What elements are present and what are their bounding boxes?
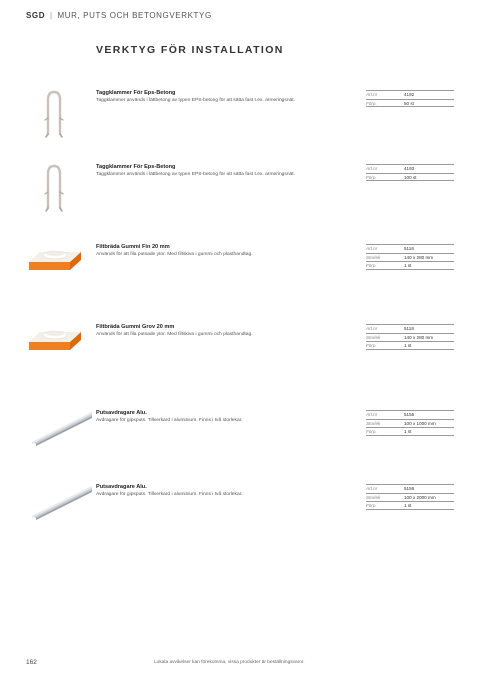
- product-description: Taggklammer används i lättbetong av typen EPS-betong för att sätta fast t.ex. armeringsnät.: [96, 172, 295, 177]
- brand-name: SGD: [26, 11, 46, 20]
- product-item: [0, 410, 480, 470]
- float-trowel-icon: [26, 320, 82, 370]
- spec-label: Art.nr: [366, 412, 378, 417]
- spec-label: Förp.: [366, 100, 377, 106]
- spec-table: [366, 484, 454, 510]
- spec-value: 100 x 2000 mm: [404, 494, 436, 500]
- spec-row: [366, 164, 454, 173]
- product-description: Avdragare för gipsputs. Tillverkard i aluminium. Finns i två storlekar.: [96, 492, 243, 497]
- spec-row: [366, 324, 454, 333]
- product-name: Taggklammer För Eps-Betong: [96, 90, 176, 96]
- spec-row: [366, 99, 454, 108]
- spec-label: Storlek: [366, 420, 381, 426]
- spec-label: Storlek: [366, 494, 381, 500]
- spec-row: [366, 501, 454, 510]
- spec-value: 1 st: [404, 343, 412, 348]
- spec-table: [366, 324, 454, 350]
- spec-value: 5118: [404, 326, 414, 331]
- page-header: [26, 11, 212, 20]
- header-section: MUR, PUTS OCH BETONGVERKTYG: [57, 11, 212, 20]
- spec-row: [366, 244, 454, 253]
- spec-row: [366, 333, 454, 342]
- staple-icon: [26, 164, 82, 214]
- spec-row: [366, 173, 454, 182]
- product-name: Filtbräda Gummi Fin 20 mm: [96, 244, 170, 250]
- header-separator: |: [49, 11, 53, 20]
- aluminium-straightedge-icon: [24, 402, 92, 452]
- spec-row: [366, 90, 454, 99]
- spec-table: [366, 244, 454, 270]
- spec-label: Art.nr: [366, 326, 378, 331]
- footer-note: Lokala avvikelser kan förekomma, vissa produkter är beställningsvaror.: [154, 660, 305, 665]
- spec-value: 100 x 1000 mm: [404, 420, 436, 426]
- product-item: [0, 90, 480, 150]
- product-description: Används för att fila putsade ytor. Med filtskiva i gummi och plasthandtag.: [96, 332, 253, 337]
- spec-table: [366, 410, 454, 436]
- page-number: 162: [26, 659, 37, 666]
- spec-label: Förp.: [366, 343, 377, 348]
- spec-label: Art.nr: [366, 486, 378, 491]
- spec-value: 5156: [404, 486, 415, 491]
- float-trowel-icon: [26, 240, 82, 290]
- spec-label: Förp.: [366, 503, 377, 508]
- product-description: Används för att fila putsade ytor. Med filtskiva i gummi och plasthandtag.: [96, 252, 253, 257]
- spec-value: 5155: [404, 412, 415, 417]
- spec-table: [366, 90, 454, 107]
- product-item: [0, 244, 480, 304]
- product-name: Filtbräda Gummi Grov 20 mm: [96, 324, 175, 330]
- aluminium-straightedge-icon: [24, 476, 92, 526]
- product-description: Avdragare för gipsputs. Tillverkard i aluminium. Finns i två storlekar.: [96, 418, 243, 423]
- spec-row: [366, 253, 454, 262]
- product-item: [0, 324, 480, 384]
- spec-value: 140 x 280 mm: [404, 334, 434, 340]
- product-item: [0, 164, 480, 224]
- staple-icon: [26, 90, 82, 140]
- spec-row: [366, 261, 454, 270]
- spec-row: [366, 341, 454, 350]
- product-name: Taggklammer För Eps-Betong: [96, 164, 176, 170]
- spec-value: 50 st: [404, 100, 414, 106]
- spec-table: [366, 164, 454, 181]
- spec-label: Art.nr: [366, 166, 378, 171]
- spec-value: 1 st: [404, 429, 412, 434]
- product-description: Taggklammer används i lättbetong av typen EPS-betong för att sätta fast t.ex. armeringsnät.: [96, 98, 295, 103]
- product-name: Putsavdragare Alu.: [96, 484, 147, 490]
- spec-value: 4193: [404, 166, 415, 171]
- product-name: Putsavdragare Alu.: [96, 410, 147, 416]
- product-item: [0, 484, 480, 544]
- spec-value: 100 st: [404, 174, 417, 180]
- spec-value: 5116: [404, 246, 414, 251]
- spec-value: 1 st: [404, 503, 412, 508]
- spec-label: Art.nr: [366, 92, 378, 97]
- spec-label: Storlek: [366, 254, 381, 260]
- spec-label: Förp.: [366, 429, 377, 434]
- spec-row: [366, 419, 454, 428]
- spec-row: [366, 427, 454, 436]
- spec-label: Förp.: [366, 174, 377, 180]
- spec-label: Storlek: [366, 334, 381, 340]
- spec-label: Art.nr: [366, 246, 378, 251]
- page-title: VERKTYG FÖR INSTALLATION: [96, 44, 284, 56]
- spec-value: 4192: [404, 92, 415, 97]
- spec-row: [366, 410, 454, 419]
- spec-value: 1 st: [404, 263, 412, 268]
- spec-value: 140 x 280 mm: [404, 254, 434, 260]
- spec-label: Förp.: [366, 263, 377, 268]
- spec-row: [366, 493, 454, 502]
- spec-row: [366, 484, 454, 493]
